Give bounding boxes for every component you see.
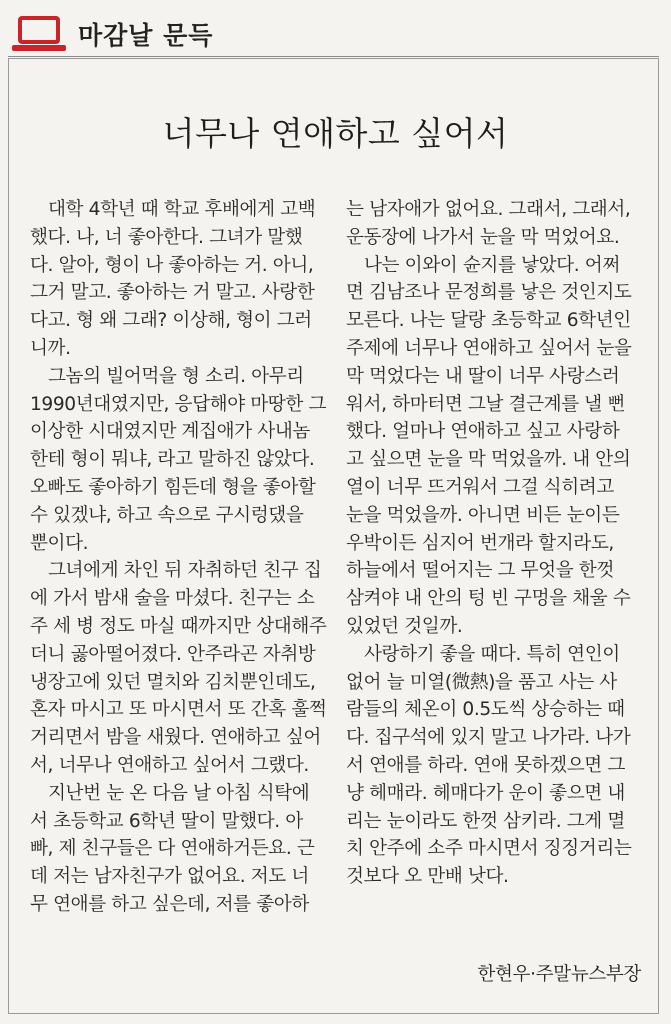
body-text-line: 서, 너무나 연애하고 싶어서 그랬다. — [30, 754, 309, 776]
body-text-line: 사랑하기 좋을 때다. 특히 연인이 — [364, 643, 620, 665]
body-text-line: 수 있겠냐, 하고 속으로 구시렁댔을 — [30, 504, 304, 526]
body-text-line: 빠, 제 친구들은 다 연애하거든요. 근 — [30, 838, 315, 860]
body-text-line: 나는 이와이 슌지를 낳았다. 어쩌 — [364, 254, 620, 276]
body-text-line: 눈을 먹었을까. 아니면 비든 눈이든 — [346, 504, 620, 526]
body-text-line: 열이 너무 뜨거워서 그걸 식히려고 — [346, 476, 614, 498]
body-text-line: 주 세 병 정도 마실 때까지만 상대해주 — [30, 615, 327, 637]
body-text-line: 워서, 하마터면 그날 결근계를 낼 뻔 — [346, 393, 625, 415]
body-text-line: 면 김남조나 문정희를 낳은 것인지도 — [346, 282, 632, 304]
article-headline: 너무나 연애하고 싶어서 — [162, 114, 509, 153]
article-body-left-column — [30, 196, 330, 919]
column-header — [8, 10, 659, 57]
body-text-line: 한테 형이 뭐냐, 라고 말하진 않았다. — [30, 449, 315, 471]
body-text-line: 다고. 형 왜 그래? 이상해, 형이 그러 — [30, 310, 312, 332]
body-text-line: 고 싶으면 눈을 막 먹었을까. 내 안의 — [346, 449, 631, 471]
body-text-line: 하늘에서 떨어지는 그 무엇을 한껏 — [346, 560, 614, 582]
body-text-line: 서 연애를 하라. 연애 못하겠으면 그 — [346, 754, 625, 776]
body-text-line: 더니 곯아떨어졌다. 안주라곤 자취방 — [30, 643, 316, 665]
body-text-line: 주제에 너무나 연애하고 싶어서 눈을 — [346, 337, 632, 359]
body-text-line: 뿐이다. — [30, 532, 89, 554]
body-text-line: 무 연애를 하고 싶은데, 저를 좋아하 — [30, 893, 309, 915]
body-text-line: 리는 눈이라도 한껏 삼키라. 그게 멸 — [346, 810, 625, 832]
body-text-line: 1990년대였지만, 응답해야 마땅한 그 — [30, 393, 327, 415]
body-text-line: 삼켜야 내 안의 텅 빈 구멍을 채울 수 — [346, 588, 631, 610]
body-text-line: 지난번 눈 온 다음 날 아침 식탁에 — [48, 782, 310, 804]
body-text-line: 했다. 나, 너 좋아한다. 그녀가 말했 — [30, 226, 303, 248]
body-text-line: 냥 헤매라. 헤매다가 운이 좋으면 내 — [346, 782, 625, 804]
body-text-line: 데 저는 남자친구가 없어요. 저도 너 — [30, 866, 309, 888]
body-text-line: 없어 늘 미열(微熱)을 품고 사는 사 — [346, 671, 617, 693]
laptop-icon — [10, 15, 68, 53]
byline: 한현우·주말뉴스부장 — [477, 964, 641, 985]
body-text-line: 것보다 오 만배 낫다. — [346, 866, 509, 888]
body-text-line: 모른다. 나는 달랑 초등학교 6학년인 — [346, 310, 631, 332]
body-text-line: 냉장고에 있던 멸치와 김치뿐인데도, — [30, 671, 316, 693]
body-text-line: 니까. — [30, 337, 71, 359]
body-text-line: 혼자 마시고 또 마시면서 또 간혹 훌쩍 — [30, 699, 327, 721]
body-text-line: 오빠도 좋아하기 힘든데 형을 좋아할 — [30, 476, 316, 498]
body-text-line: 다. 집구석에 있지 말고 나가라. 나가 — [346, 727, 631, 749]
body-text-line: 막 먹었다는 내 딸이 너무 사랑스러 — [346, 365, 620, 387]
body-text-line: 했다. 얼마나 연애하고 싶고 사랑하 — [346, 421, 620, 443]
body-text-line: 거리면서 밤을 새웠다. 연애하고 싶어 — [30, 727, 321, 749]
body-text-line: 람들의 체온이 0.5도씩 상승하는 때 — [346, 699, 625, 721]
body-text-line: 서 초등학교 6학년 딸이 말했다. 아 — [30, 810, 303, 832]
body-text-line: 치 안주에 소주 마시면서 징징거리는 — [346, 838, 632, 860]
article-body-right-column — [346, 196, 646, 891]
body-text-line: 있었던 것일까. — [346, 615, 463, 637]
body-text-line: 그놈의 빌어먹을 형 소리. 아무리 — [48, 365, 304, 387]
body-text-line: 우박이든 심지어 번개라 할지라도, — [346, 532, 614, 554]
body-text-line: 는 남자애가 없어요. 그래서, 그래서, — [346, 199, 631, 220]
body-text-line: 그녀에게 차인 뒤 자취하던 친구 집 — [48, 560, 322, 582]
section-title: 마감날 문득 — [78, 21, 214, 50]
body-text-line: 이상한 시대였지만 계집애가 사내놈 — [30, 421, 310, 443]
body-text-line: 그거 말고. 좋아하는 거 말고. 사랑한 — [30, 282, 315, 304]
body-text-line: 대학 4학년 때 학교 후배에게 고백 — [48, 199, 316, 220]
body-text-line: 에 가서 밤새 술을 마셨다. 친구는 소 — [30, 588, 315, 610]
body-text-line: 다. 알아, 형이 나 좋아하는 거. 아니, — [30, 254, 314, 276]
body-text-line: 운동장에 나가서 눈을 막 먹었어요. — [346, 226, 620, 248]
